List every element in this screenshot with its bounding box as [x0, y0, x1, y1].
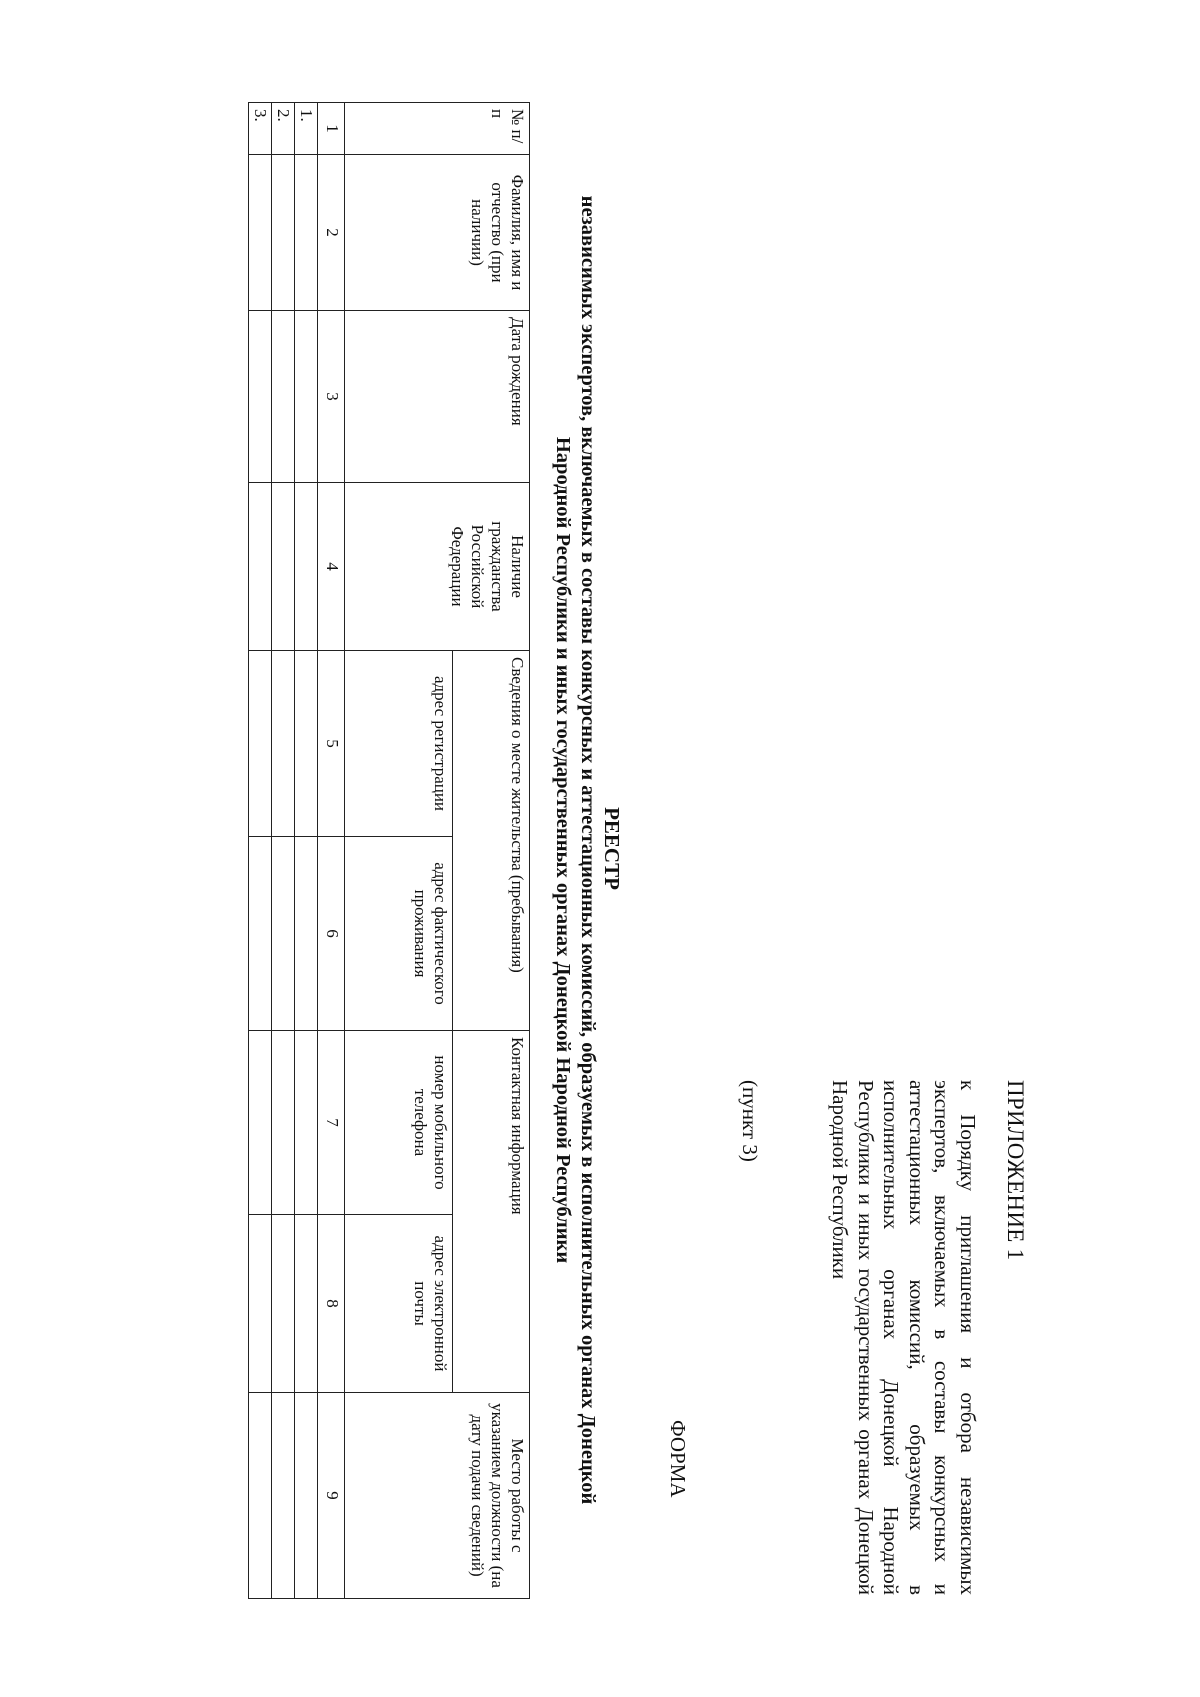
- table-cell: [272, 1393, 295, 1599]
- table-cell: [249, 837, 272, 1031]
- row-index: 2.: [272, 103, 295, 155]
- header-citizenship: Наличие гражданства Российской Федерации: [345, 483, 530, 651]
- table-cell: [295, 155, 318, 311]
- table-row: [249, 103, 272, 1599]
- table-cell: [272, 155, 295, 311]
- register-title: РЕЕСТР: [600, 807, 624, 890]
- row-index: 1.: [295, 103, 318, 155]
- header-row: [453, 103, 530, 1599]
- row-index: 3.: [249, 103, 272, 155]
- column-number: 3: [318, 311, 345, 483]
- register-subtitle: независимых экспертов, включаемых в составы конкурсных и аттестационных комиссий, образуемых в исполнительных органах Донецкой Народной Республики и иных государственных органах Донецкой Народной Республики: [552, 195, 599, 1505]
- table-cell: [249, 155, 272, 311]
- table-cell: [249, 1215, 272, 1393]
- column-number: 7: [318, 1031, 345, 1215]
- table-cell: [272, 1031, 295, 1215]
- column-number: 4: [318, 483, 345, 651]
- table-cell: [295, 1215, 318, 1393]
- table-cell: [249, 651, 272, 837]
- column-number: 8: [318, 1215, 345, 1393]
- table-cell: [295, 1393, 318, 1599]
- header-residence: Сведения о месте жительства (пребывания): [453, 651, 530, 1031]
- header-num: № п/п: [345, 103, 530, 155]
- table-cell: [272, 837, 295, 1031]
- table-cell: [249, 1031, 272, 1215]
- table-cell: [272, 651, 295, 837]
- header-birth-date: Дата рождения: [345, 311, 530, 483]
- subheader-registration-address: адрес регистрации: [345, 651, 453, 837]
- table-cell: [295, 651, 318, 837]
- appendix-reference: к Порядку приглашения и отбора независимых экспертов, включаемых в составы конкурсных и аттестационных комиссий, образуемых в исполнительных органах Донецкой Народной Республики и иных государственных органах Донецкой Народной Республики: [828, 1080, 980, 1595]
- table-cell: [272, 311, 295, 483]
- table-cell: [272, 1215, 295, 1393]
- table-cell: [272, 483, 295, 651]
- table-cell: [295, 837, 318, 1031]
- subheader-email: адрес электронной почты: [345, 1215, 453, 1393]
- header-workplace: Место работы с указанием должности (на дату подачи сведений): [345, 1393, 530, 1599]
- column-number: 5: [318, 651, 345, 837]
- header-contacts: Контактная информация: [453, 1031, 530, 1393]
- column-number: 9: [318, 1393, 345, 1599]
- table-cell: [295, 311, 318, 483]
- appendix-point: (пункт 3): [738, 1080, 762, 1162]
- column-number-row: [318, 103, 345, 1599]
- table-cell: [249, 483, 272, 651]
- table-cell: [249, 311, 272, 483]
- table-cell: [295, 483, 318, 651]
- table-row: [272, 103, 295, 1599]
- registry-table: [248, 102, 530, 1599]
- subheader-mobile-phone: номер мобильного телефона: [345, 1031, 453, 1215]
- header-name: Фамилия, имя и отчество (при наличии): [345, 155, 530, 311]
- appendix-title: ПРИЛОЖЕНИЕ 1: [1003, 1080, 1028, 1261]
- column-number: 2: [318, 155, 345, 311]
- table-cell: [295, 1031, 318, 1215]
- column-number: 1: [318, 103, 345, 155]
- table-row: [295, 103, 318, 1599]
- table-cell: [249, 1393, 272, 1599]
- column-number: 6: [318, 837, 345, 1031]
- subheader-actual-address: адрес фактического проживания: [345, 837, 453, 1031]
- form-label: ФОРМА: [666, 1420, 690, 1498]
